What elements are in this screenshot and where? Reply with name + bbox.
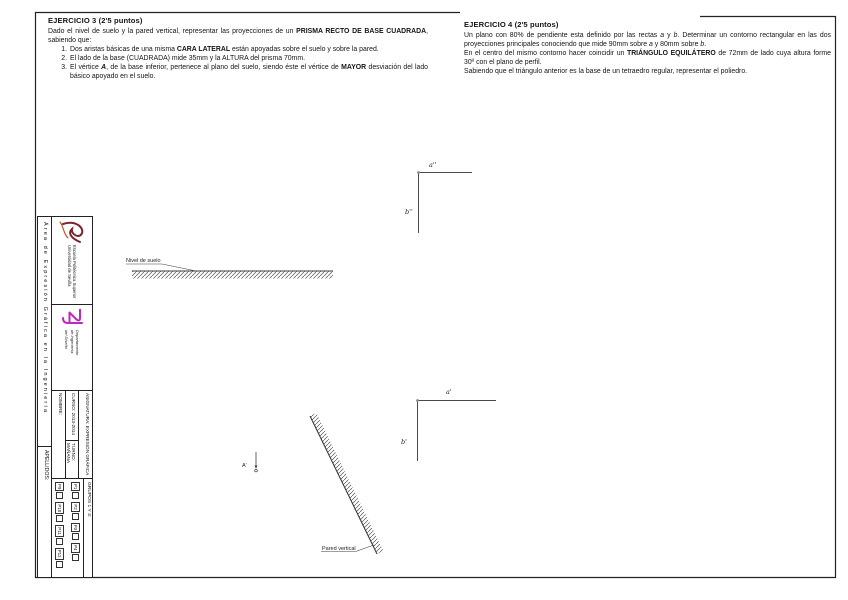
group-checkbox [72, 492, 79, 499]
exercise3-list [54, 45, 428, 81]
groups-row-1 [68, 479, 84, 577]
wall-leader-line [357, 545, 374, 551]
wall-label: Pared vertical [322, 546, 356, 552]
group-option [55, 548, 64, 568]
titleblock [37, 216, 93, 578]
titleblock-main-band [51, 217, 92, 577]
point-a-label: A' [242, 463, 247, 469]
group-checkbox [72, 554, 79, 561]
item-number: 1. [61, 46, 67, 53]
group-label: P11 [57, 527, 63, 535]
axis-b2-label: b'' [405, 208, 413, 216]
exercise3-block [48, 16, 428, 81]
group-option [55, 502, 64, 522]
ground-leader-line [162, 264, 196, 271]
wall-line [310, 416, 377, 554]
group-checkbox [72, 513, 79, 520]
group-checkbox [72, 533, 79, 540]
ground-label: Nivel de suelo [126, 258, 161, 264]
group-checkbox [56, 561, 63, 568]
exercise4-paragraph: Un plano con 80% de pendiente esta definido por las rectas a y b. Determinar un contorno rectangular en las dos proyecciones principales conociendo que mide 90mm sobre a y 80mm sobre b. [464, 32, 831, 48]
item-number: 3. [61, 64, 67, 71]
course-shift-row [65, 391, 78, 478]
school-logo [57, 219, 87, 243]
school-section [52, 217, 92, 305]
surname-field: APELLIDOS: [43, 450, 49, 481]
groups-row-2 [52, 479, 68, 577]
item-text: El lado de la base (CUADRADA) mide 35mm y la ALTURA del prisma 70mm. [70, 55, 305, 62]
group-label: P1 [72, 484, 78, 490]
point-a-arrowhead [255, 466, 258, 470]
groups-header: GRUPOS 1 Y 3: [83, 479, 92, 577]
exercise4-block [464, 20, 831, 76]
group-label: P12 [57, 549, 63, 558]
group-label: P2 [72, 504, 78, 510]
department-line: de Ingeniería [69, 330, 75, 354]
department-line: Departamento [74, 330, 80, 356]
group-label: P4 [72, 545, 78, 551]
shift-field: TURNO: MAÑANA [66, 443, 76, 464]
list-item [54, 45, 428, 54]
group-label: P9 [57, 484, 63, 490]
item-text: El vértice A, de la base inferior, pertenece al plano del suelo, siendo éste el vértice de MAYOR desviación del lado básico apoyado en el suelo. [70, 64, 428, 80]
axis-corner-dot-upper [417, 171, 420, 174]
wall-hatch [310, 413, 383, 554]
group-option [71, 543, 80, 560]
group-label: P3 [72, 524, 78, 531]
exercise4-title: EJERCICIO 4 (2'5 puntos) [464, 20, 559, 29]
item-text: Dos aristas básicas de una misma CARA LATERAL están apoyadas sobre el suelo y sobre la pared. [70, 46, 379, 53]
university-name: Universidad de Sevilla [67, 245, 72, 287]
exercise3-title: EJERCICIO 3 (2'5 puntos) [48, 16, 143, 25]
department-line: del Diseño [64, 330, 70, 349]
exercise4-paragraph: Sabiendo que el triángulo anterior es la base de un tetraedro regular, representar el poliedro. [464, 68, 748, 75]
item-number: 2. [61, 55, 67, 62]
area-label: Área de Expresión Gráfica en la Ingeniería [38, 217, 51, 447]
list-item [54, 63, 428, 81]
group-checkbox [56, 538, 63, 545]
name-field: NOMBRE: [58, 393, 63, 415]
school-text [67, 245, 78, 298]
exercise4-paragraph: En el centro del mismo contorno hacer coincidir un TRIÁNGULO EQUILÁTERO de 72mm de lado cuya altura forme 30º con el plano de perfil. [464, 50, 831, 66]
group-option [71, 523, 80, 540]
school-name: Escuela Politécnica Superior [72, 245, 78, 299]
titleblock-rotated [37, 216, 93, 578]
department-section [52, 305, 92, 391]
department-text [64, 330, 80, 355]
subject-field: ASIGNATURA: EXPRESIÓN GRÁFICA [78, 391, 92, 478]
ground-hatch [132, 271, 333, 279]
group-label: P10 [57, 504, 63, 513]
list-item [54, 54, 428, 63]
group-option [55, 482, 64, 499]
axis-corner-dot-lower [416, 399, 419, 402]
titleblock-bottom-band [38, 217, 51, 577]
group-option [71, 502, 80, 519]
department-logo [60, 307, 84, 327]
course-field: CURSO: 2013-2014 [66, 391, 78, 441]
axis-b1-label: b' [401, 438, 407, 446]
point-a-circle [255, 469, 258, 472]
exercise3-intro: Dado el nivel de suelo y la pared vertical, representar las proyecciones de un PRISMA RECTO DE BASE CUADRADA, sabiendo que: [48, 28, 428, 44]
axis-a2-label: a'' [429, 161, 437, 169]
course-form-section [52, 391, 92, 479]
group-option [71, 482, 80, 499]
axis-a1-label: a' [446, 388, 452, 396]
groups-section [52, 479, 92, 577]
group-option [55, 525, 64, 545]
group-checkbox [56, 515, 63, 522]
group-checkbox [56, 492, 63, 499]
